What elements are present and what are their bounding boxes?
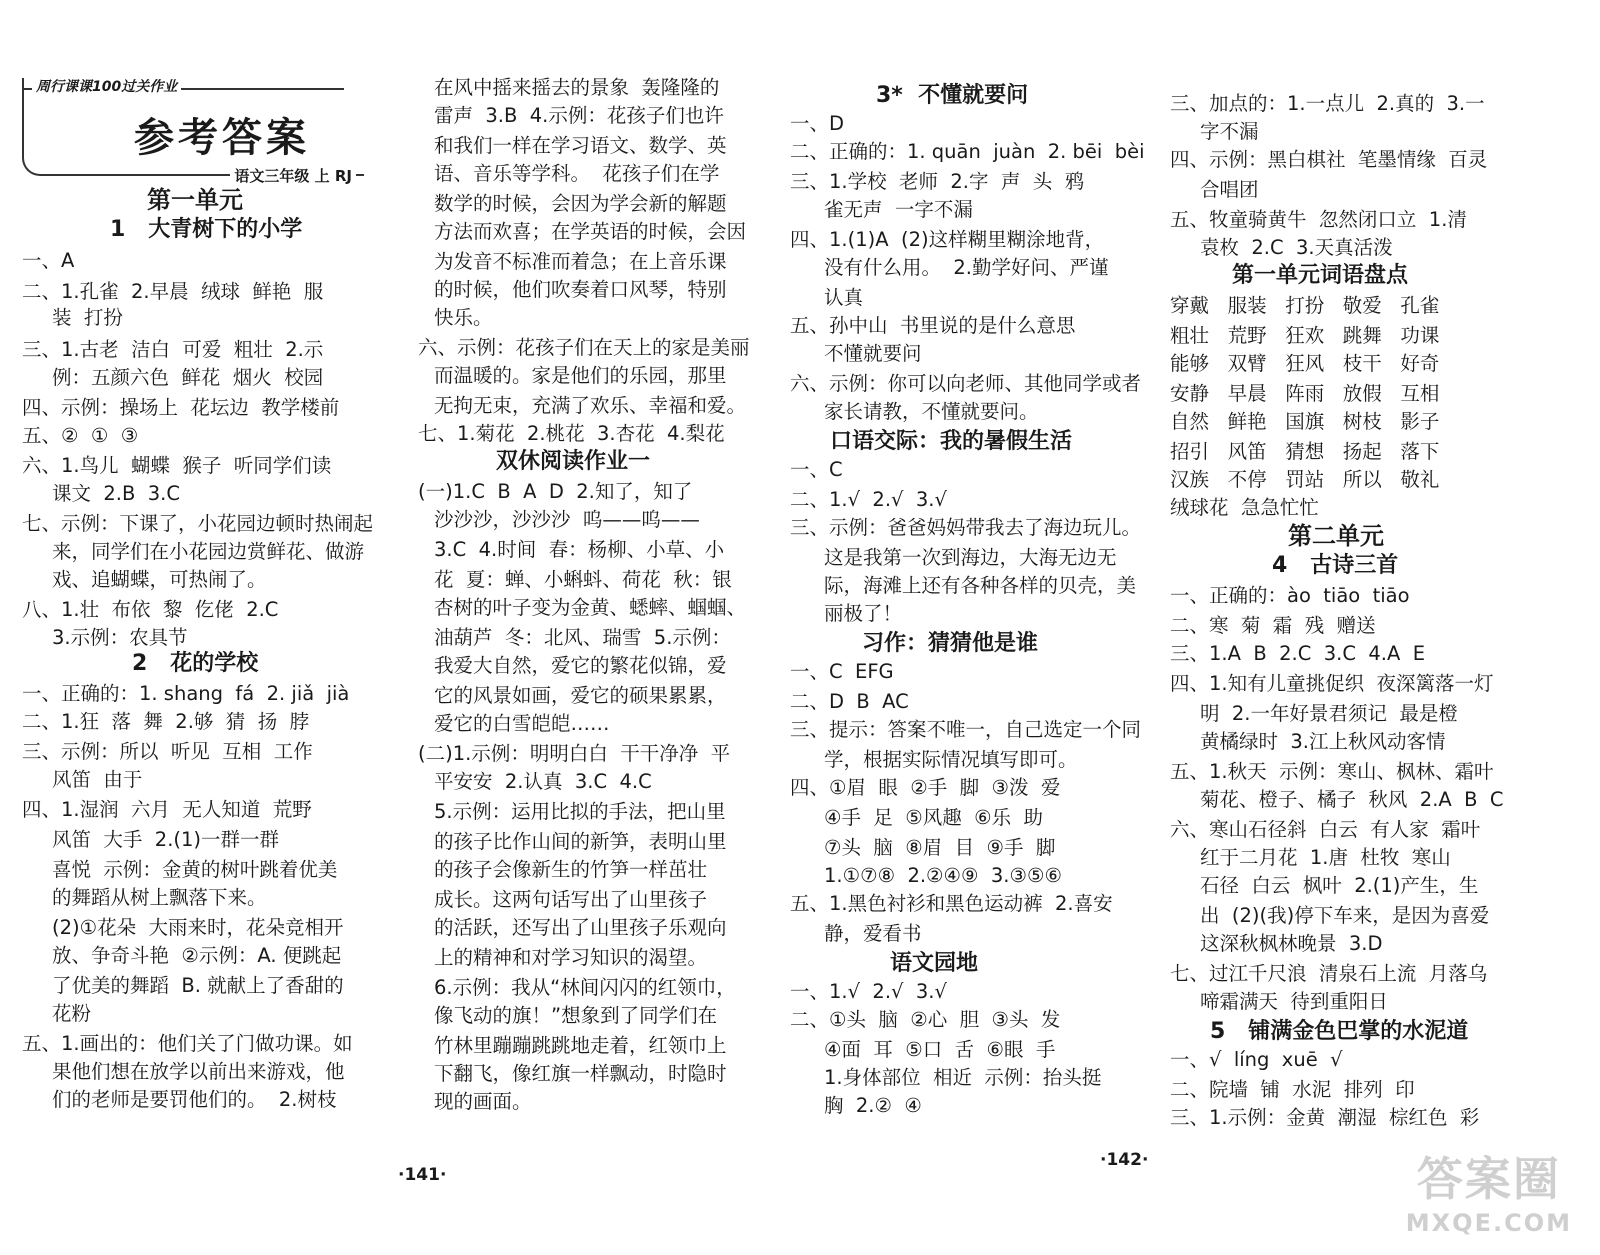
answer-line: (2)①花朵 大雨来时，花朵竞相开 [52, 916, 344, 939]
answer-line: 像飞动的旗！”想象到了同学们在 [434, 1004, 718, 1027]
answer-line: 们的老师是要罚他们的。 2.树枝 [52, 1088, 337, 1111]
watermark-logo: 答案圈 [1416, 1152, 1561, 1206]
answer-line: 四、1.知有儿童挑促织 夜深篱落一灯 [1170, 672, 1494, 695]
answer-line: 合唱团 [1200, 178, 1259, 201]
answer-line: 3.C 4.时间 春：杨柳、小草、小 [434, 538, 725, 561]
answer-line: 果他们想在放学以前出来游戏，他 [52, 1060, 345, 1083]
answer-line: 三、示例：爸爸妈妈带我去了海边玩儿。 [790, 516, 1142, 539]
answer-line: 四、示例：黑白棋社 笔墨情缘 百灵 [1170, 148, 1488, 171]
section-heading: 语文园地 [890, 951, 979, 976]
answer-line: 七、1.菊花 2.桃花 3.杏花 4.梨花 [418, 422, 725, 445]
page-number-left: ·141· [398, 1165, 447, 1185]
answer-line: 五、② ① ③ [22, 424, 139, 447]
page-header [22, 78, 364, 185]
answer-line: 一、1.√ 2.√ 3.√ [790, 980, 947, 1003]
answer-line: 家长请教，不懂就要问。 [824, 400, 1039, 423]
answer-line: 招引 风笛 猜想 扬起 落下 [1170, 440, 1440, 463]
answer-line: 安静 早晨 阵雨 放假 互相 [1170, 382, 1440, 405]
answer-line: 语、音乐等学科。 花孩子们在学 [434, 162, 720, 185]
page-number-right: ·142· [1100, 1150, 1149, 1170]
answer-line: 在风中摇来摇去的景象 轰隆隆的 [434, 76, 720, 99]
section-heading: 5 铺满金色巴掌的水泥道 [1210, 1019, 1469, 1044]
answer-line: 下翻飞，像红旗一样飘动，时隐时 [434, 1062, 727, 1085]
answer-line: 平安安 2.认真 3.C 4.C [434, 770, 652, 793]
answer-line: 学，根据实际情况填写即可。 [824, 748, 1078, 771]
answer-line: 明 2.一年好景君须记 最是橙 [1200, 702, 1458, 725]
answer-line: 菊花、橙子、橘子 秋风 2.A B C [1200, 788, 1504, 811]
answer-line: 二、1.孔雀 2.早晨 绒球 鲜艳 服 [22, 280, 324, 303]
answer-line: 丽极了！ [824, 602, 903, 625]
answer-line: 袁枚 2.C 3.天真活泼 [1200, 236, 1393, 259]
answer-line: 例：五颜六色 鲜花 烟火 校园 [52, 366, 324, 389]
page-subtitle: 语文三年级 上 RJ [230, 165, 356, 186]
answer-line: 风笛 由于 [52, 768, 143, 791]
answer-line: 的活跃，还写出了山里孩子乐观向 [434, 916, 727, 939]
answer-line: 三、加点的：1.一点儿 2.真的 3.一 [1170, 92, 1485, 115]
answer-line: 八、1.壮 布依 黎 仡佬 2.C [22, 598, 279, 621]
answer-line: 二、1.√ 2.√ 3.√ [790, 488, 947, 511]
answer-line: 一、正确的：1. shang fá 2. jiǎ jià [22, 682, 350, 705]
section-heading: 双休阅读作业一 [496, 449, 651, 474]
section-heading: 2 花的学校 [132, 651, 259, 676]
answer-line: 一、D [790, 112, 845, 135]
answer-line: 1.①⑦⑧ 2.②④⑨ 3.③⑤⑥ [824, 864, 1062, 887]
answer-line: 啼霜满天 待到重阳日 [1200, 990, 1388, 1013]
section-heading: 习作：猜猜他是谁 [862, 631, 1039, 656]
answer-line: 七、过江千尺浪 清泉石上流 月落乌 [1170, 962, 1488, 985]
answer-line: 数学的时候，会因为学会新的解题 [434, 192, 727, 215]
answer-line: 一、C [790, 458, 843, 481]
answer-line: 沙沙沙，沙沙沙 呜——呜—— [434, 508, 700, 531]
answer-line: 杏树的叶子变为金黄、蟋蟀、蝈蝈、 [434, 596, 747, 619]
answer-line: 五、1.秋天 示例：寒山、枫林、霜叶 [1170, 760, 1494, 783]
answer-line: 一、√ líng xuē √ [1170, 1048, 1343, 1071]
answer-line: 的时候，他们吹奏着口风琴，特别 [434, 278, 727, 301]
answer-line: 六、示例：你可以向老师、其他同学或者 [790, 372, 1142, 395]
answer-line: 自然 鲜艳 国旗 树枝 影子 [1170, 410, 1440, 433]
answer-line: 出 (2)(我)停下车来，是因为喜爱 [1200, 904, 1490, 927]
answer-line: 5.示例：运用比拟的手法，把山里 [434, 800, 726, 823]
answer-line: 雀无声 一字不漏 [824, 198, 973, 221]
answer-line: 而温暖的。家是他们的乐园，那里 [434, 364, 727, 387]
answer-line: 五、1.黑色衬衫和黑色运动裤 2.喜安 [790, 892, 1113, 915]
answer-line: 的舞蹈从树上飘落下来。 [52, 886, 267, 909]
answer-line: 汉族 不停 罚站 所以 敬礼 [1170, 468, 1440, 491]
answer-line: 快乐。 [434, 306, 493, 329]
answer-line: 五、牧童骑黄牛 忽然闭口立 1.清 [1170, 208, 1467, 231]
answer-line: 三、1.古老 洁白 可爱 粗壮 2.示 [22, 338, 324, 361]
answer-line: 二、1.狂 落 舞 2.够 猜 扬 脖 [22, 710, 310, 733]
answer-line: 三、提示：答案不唯一，自己选定一个同 [790, 718, 1142, 741]
answer-line: 一、C EFG [790, 660, 894, 683]
answer-line: 无拘无束，充满了欢乐、幸福和爱。 [434, 394, 747, 417]
answer-line: 的孩子会像新生的竹笋一样茁壮 [434, 858, 708, 881]
answer-line: 竹林里蹦蹦跳跳地走着，红领巾上 [434, 1034, 727, 1057]
answer-line: 石径 白云 枫叶 2.(1)产生，生 [1200, 874, 1479, 897]
answer-line: 方法而欢喜；在学英语的时候，会因 [434, 220, 747, 243]
answer-line: 3.示例：农具节 [52, 626, 188, 649]
answer-line: 三、1.学校 老师 2.字 声 头 鸦 [790, 170, 1085, 193]
answer-line: 胸 2.② ④ [824, 1094, 922, 1117]
answer-line: 现的画面。 [434, 1090, 532, 1113]
answer-line: 油葫芦 冬：北风、瑞雪 5.示例： [434, 626, 731, 649]
answer-line: 雷声 3.B 4.示例：花孩子们也许 [434, 104, 724, 127]
section-heading: 第二单元 [1288, 522, 1384, 550]
answer-line: 一、A [22, 249, 75, 272]
answer-line: 穿戴 服装 打扮 敬爱 孔雀 [1170, 294, 1440, 317]
answer-line: 它的风景如画，爱它的硕果累累， [434, 684, 727, 707]
answer-line: 课文 2.B 3.C [52, 482, 180, 505]
answer-line: 来，同学们在小花园边赏鲜花、做游 [52, 540, 365, 563]
section-heading: 3* 不懂就要问 [876, 83, 1029, 108]
section-heading: 4 古诗三首 [1272, 553, 1399, 578]
answer-line: 二、D B AC [790, 690, 909, 713]
answer-line: ⑦头 脑 ⑧眉 目 ⑨手 脚 [824, 836, 1056, 859]
answer-line: 二、①头 脑 ②心 胆 ③头 发 [790, 1008, 1061, 1031]
answer-line: 和我们一样在学习语文、数学、英 [434, 134, 727, 157]
answer-line: 四、1.湿润 六月 无人知道 荒野 [22, 798, 312, 821]
answer-line: (一)1.C B A D 2.知了，知了 [418, 480, 693, 503]
answer-line: 红于二月花 1.唐 杜牧 寒山 [1200, 846, 1451, 869]
answer-line: 六、示例：花孩子们在天上的家是美丽 [418, 336, 750, 359]
answer-line: 六、1.鸟儿 蝴蝶 猴子 听同学们读 [22, 454, 332, 477]
answer-line: 静，爱看书 [824, 922, 922, 945]
answer-line: 这是我第一次到海边，大海无边无 [824, 546, 1117, 569]
answer-line: 绒球花 急急忙忙 [1170, 496, 1319, 519]
brand-logo-text: 周行课课100过关作业 [32, 76, 181, 96]
answer-line: 上的精神和对学习知识的渴望。 [434, 946, 708, 969]
answer-line: 的孩子比作山间的新笋，表明山里 [434, 830, 727, 853]
answer-line: 五、孙中山 书里说的是什么意思 [790, 314, 1076, 337]
answer-line: 二、寒 菊 霜 残 赠送 [1170, 614, 1376, 637]
answer-line: 花粉 [52, 1002, 92, 1025]
answer-line: 粗壮 荒野 狂欢 跳舞 功课 [1170, 324, 1440, 347]
watermark-url: MXQE.COM [1405, 1209, 1572, 1237]
answer-line: ④面 耳 ⑤口 舌 ⑥眼 手 [824, 1038, 1056, 1061]
section-heading: 口语交际：我的暑假生活 [830, 429, 1073, 454]
answer-line: (二)1.示例：明明白白 干干净净 平 [418, 742, 731, 765]
answer-line: 四、1.(1)A (2)这样糊里糊涂地背， [790, 228, 1105, 251]
answer-line: 三、示例：所以 听见 互相 工作 [22, 740, 313, 763]
answer-line: 能够 双臂 狂风 枝干 好奇 [1170, 352, 1440, 375]
answer-line: 五、1.画出的：他们关了门做功课。如 [22, 1032, 353, 1055]
section-heading: 1 大青树下的小学 [110, 217, 303, 242]
answer-line: 黄橘绿时 3.江上秋风动客情 [1200, 730, 1446, 753]
answer-line: 喜悦 示例：金黄的树叶跳着优美 [52, 858, 338, 881]
answer-line: 二、正确的：1. quān juàn 2. bēi bèi [790, 140, 1145, 163]
answer-line: 没有什么用。 2.勤学好问、严谨 [824, 256, 1109, 279]
section-heading: 第一单元词语盘点 [1232, 263, 1409, 288]
answer-line: 三、1.A B 2.C 3.C 4.A E [1170, 642, 1426, 665]
answer-line: 风笛 大手 2.(1)一群一群 [52, 828, 280, 851]
answer-line: 为发音不标准而着急；在上音乐课 [434, 250, 727, 273]
section-heading: 第一单元 [147, 186, 243, 214]
answer-line: 了优美的舞蹈 B. 就献上了香甜的 [52, 974, 344, 997]
answer-line: 成长。这两句话写出了山里孩子 [434, 888, 708, 911]
answer-line: 认真 [824, 286, 864, 309]
answer-line: 四、①眉 眼 ②手 脚 ③泼 爱 [790, 776, 1061, 799]
answer-line: 一、正确的：ào tiāo tiāo [1170, 584, 1410, 607]
answer-line: 爱它的白雪皑皑…… [434, 712, 610, 735]
answer-line: 6.示例：我从“林间闪闪的红领巾， [434, 976, 736, 999]
answer-line: 花 夏：蝉、小蝌蚪、荷花 秋：银 [434, 568, 732, 591]
answer-line: 不懂就要问 [824, 342, 922, 365]
answer-line: 字不漏 [1200, 120, 1259, 143]
answer-line: 戏、追蝴蝶，可热闹了。 [52, 568, 267, 591]
answer-line: 1.身体部位 相近 示例：抬头挺 [824, 1066, 1102, 1089]
answer-line: 放、争奇斗艳 ②示例：A. 便跳起 [52, 944, 342, 967]
watermark [1406, 1143, 1572, 1237]
answer-line: 七、示例：下课了，小花园边顿时热闹起 [22, 512, 374, 535]
answer-line: 际，海滩上还有各种各样的贝壳，美 [824, 574, 1137, 597]
answer-line: 六、寒山石径斜 白云 有人家 霜叶 [1170, 818, 1481, 841]
answer-line: 我爱大自然，爱它的繁花似锦，爱 [434, 654, 727, 677]
answer-line: ④手 足 ⑤风趣 ⑥乐 助 [824, 806, 1044, 829]
answer-line: 装 打扮 [52, 306, 123, 329]
answer-line: 二、院墙 铺 水泥 排列 印 [1170, 1078, 1415, 1101]
answer-line: 三、1.示例：金黄 潮湿 棕红色 彩 [1170, 1106, 1480, 1129]
answer-line: 四、示例：操场上 花坛边 教学楼前 [22, 396, 340, 419]
answer-line: 这深秋枫林晚景 3.D [1200, 932, 1383, 955]
page-title: 参考答案 [134, 114, 310, 161]
